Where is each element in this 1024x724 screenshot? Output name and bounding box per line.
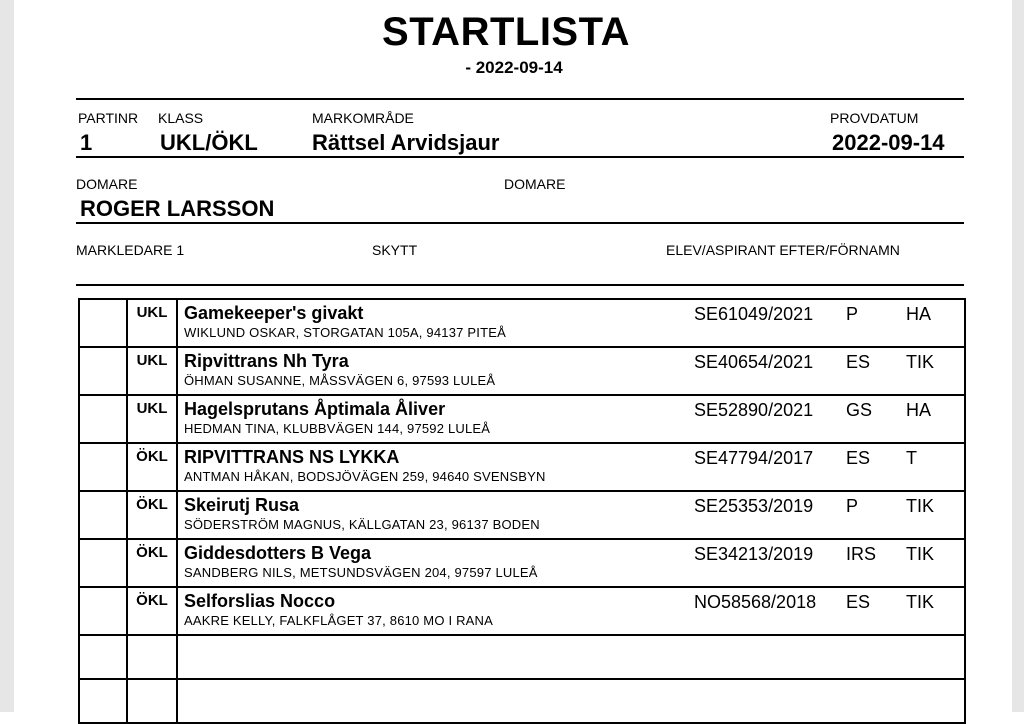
page-margin-right — [1012, 0, 1024, 712]
sex-code: TIK — [906, 352, 934, 373]
table-row — [79, 395, 965, 443]
document-title: STARTLISTA — [14, 10, 998, 55]
registration-number: SE25353/2019 — [694, 496, 813, 517]
domare-label-2: DOMARE — [504, 176, 565, 192]
registration-number: SE34213/2019 — [694, 544, 813, 565]
startlist-table — [78, 298, 966, 724]
owner-info: HEDMAN TINA, KLUBBVÄGEN 144, 97592 LULEÅ — [184, 421, 490, 436]
table-row-empty — [79, 635, 965, 679]
dog-name: Giddesdotters B Vega — [184, 543, 371, 564]
registration-number: SE52890/2021 — [694, 400, 813, 421]
breed-code: P — [846, 496, 858, 517]
document-date: - 2022-09-14 — [14, 58, 1014, 78]
class-cell: ÖKL — [127, 443, 177, 491]
class-cell: UKL — [127, 299, 177, 347]
start-number-cell — [79, 635, 127, 679]
start-number-cell — [79, 679, 127, 723]
markledare-label: MARKLEDARE 1 — [76, 242, 184, 258]
table-row — [79, 443, 965, 491]
entry-cell — [177, 635, 965, 679]
domare-label-1: DOMARE — [76, 176, 137, 192]
breed-code: ES — [846, 592, 870, 613]
sex-code: TIK — [906, 592, 934, 613]
divider-line — [76, 156, 964, 158]
dog-name: Gamekeeper's givakt — [184, 303, 363, 324]
markomrade-label: MARKOMRÅDE — [312, 110, 414, 126]
class-cell — [127, 635, 177, 679]
breed-code: ES — [846, 352, 870, 373]
klass-value: UKL/ÖKL — [160, 130, 258, 156]
entry-cell — [177, 347, 965, 395]
document-page — [14, 0, 1012, 712]
class-cell — [127, 679, 177, 723]
owner-info: AAKRE KELLY, FALKFLÅGET 37, 8610 MO I RANA — [184, 613, 493, 628]
skytt-label: SKYTT — [372, 242, 417, 258]
divider-line — [76, 222, 964, 224]
start-number-cell — [79, 587, 127, 635]
registration-number: SE61049/2021 — [694, 304, 813, 325]
entry-cell — [177, 539, 965, 587]
markomrade-value: Rättsel Arvidsjaur — [312, 130, 499, 156]
table-row — [79, 587, 965, 635]
dog-name: RIPVITTRANS NS LYKKA — [184, 447, 399, 468]
table-row-empty — [79, 679, 965, 723]
entry-cell — [177, 587, 965, 635]
sex-code: HA — [906, 304, 931, 325]
entry-cell — [177, 679, 965, 723]
registration-number: NO58568/2018 — [694, 592, 816, 613]
entry-cell — [177, 395, 965, 443]
entry-cell — [177, 443, 965, 491]
class-cell: ÖKL — [127, 491, 177, 539]
breed-code: P — [846, 304, 858, 325]
divider-line — [76, 284, 964, 286]
divider-line — [76, 98, 964, 100]
class-cell: UKL — [127, 347, 177, 395]
start-number-cell — [79, 539, 127, 587]
elev-aspirant-label: ELEV/ASPIRANT EFTER/FÖRNAMN — [666, 242, 900, 258]
sex-code: T — [906, 448, 917, 469]
owner-info: SÖDERSTRÖM MAGNUS, KÄLLGATAN 23, 96137 BODEN — [184, 517, 540, 532]
start-number-cell — [79, 347, 127, 395]
breed-code: GS — [846, 400, 872, 421]
partinr-value: 1 — [80, 130, 92, 156]
start-number-cell — [79, 491, 127, 539]
start-number-cell — [79, 443, 127, 491]
domare-value-1: ROGER LARSSON — [80, 196, 274, 222]
entry-cell — [177, 491, 965, 539]
entry-cell — [177, 299, 965, 347]
table-row — [79, 539, 965, 587]
table-row — [79, 299, 965, 347]
table-row — [79, 491, 965, 539]
dog-name: Selforslias Nocco — [184, 591, 335, 612]
provdatum-label: PROVDATUM — [830, 110, 918, 126]
class-cell: ÖKL — [127, 587, 177, 635]
table-row — [79, 347, 965, 395]
sex-code: TIK — [906, 544, 934, 565]
start-number-cell — [79, 299, 127, 347]
owner-info: ANTMAN HÅKAN, BODSJÖVÄGEN 259, 94640 SVENSBYN — [184, 469, 546, 484]
owner-info: WIKLUND OSKAR, STORGATAN 105A, 94137 PITEÅ — [184, 325, 506, 340]
breed-code: ES — [846, 448, 870, 469]
owner-info: SANDBERG NILS, METSUNDSVÄGEN 204, 97597 LULEÅ — [184, 565, 538, 580]
dog-name: Skeirutj Rusa — [184, 495, 299, 516]
registration-number: SE40654/2021 — [694, 352, 813, 373]
partinr-label: PARTINR — [78, 110, 138, 126]
owner-info: ÖHMAN SUSANNE, MÅSSVÄGEN 6, 97593 LULEÅ — [184, 373, 495, 388]
dog-name: Ripvittrans Nh Tyra — [184, 351, 349, 372]
sex-code: TIK — [906, 496, 934, 517]
class-cell: ÖKL — [127, 539, 177, 587]
page-margin-left — [0, 0, 14, 712]
provdatum-value: 2022-09-14 — [832, 130, 945, 156]
klass-label: KLASS — [158, 110, 203, 126]
sex-code: HA — [906, 400, 931, 421]
class-cell: UKL — [127, 395, 177, 443]
dog-name: Hagelsprutans Åptimala Åliver — [184, 399, 445, 420]
registration-number: SE47794/2017 — [694, 448, 813, 469]
breed-code: IRS — [846, 544, 876, 565]
start-number-cell — [79, 395, 127, 443]
